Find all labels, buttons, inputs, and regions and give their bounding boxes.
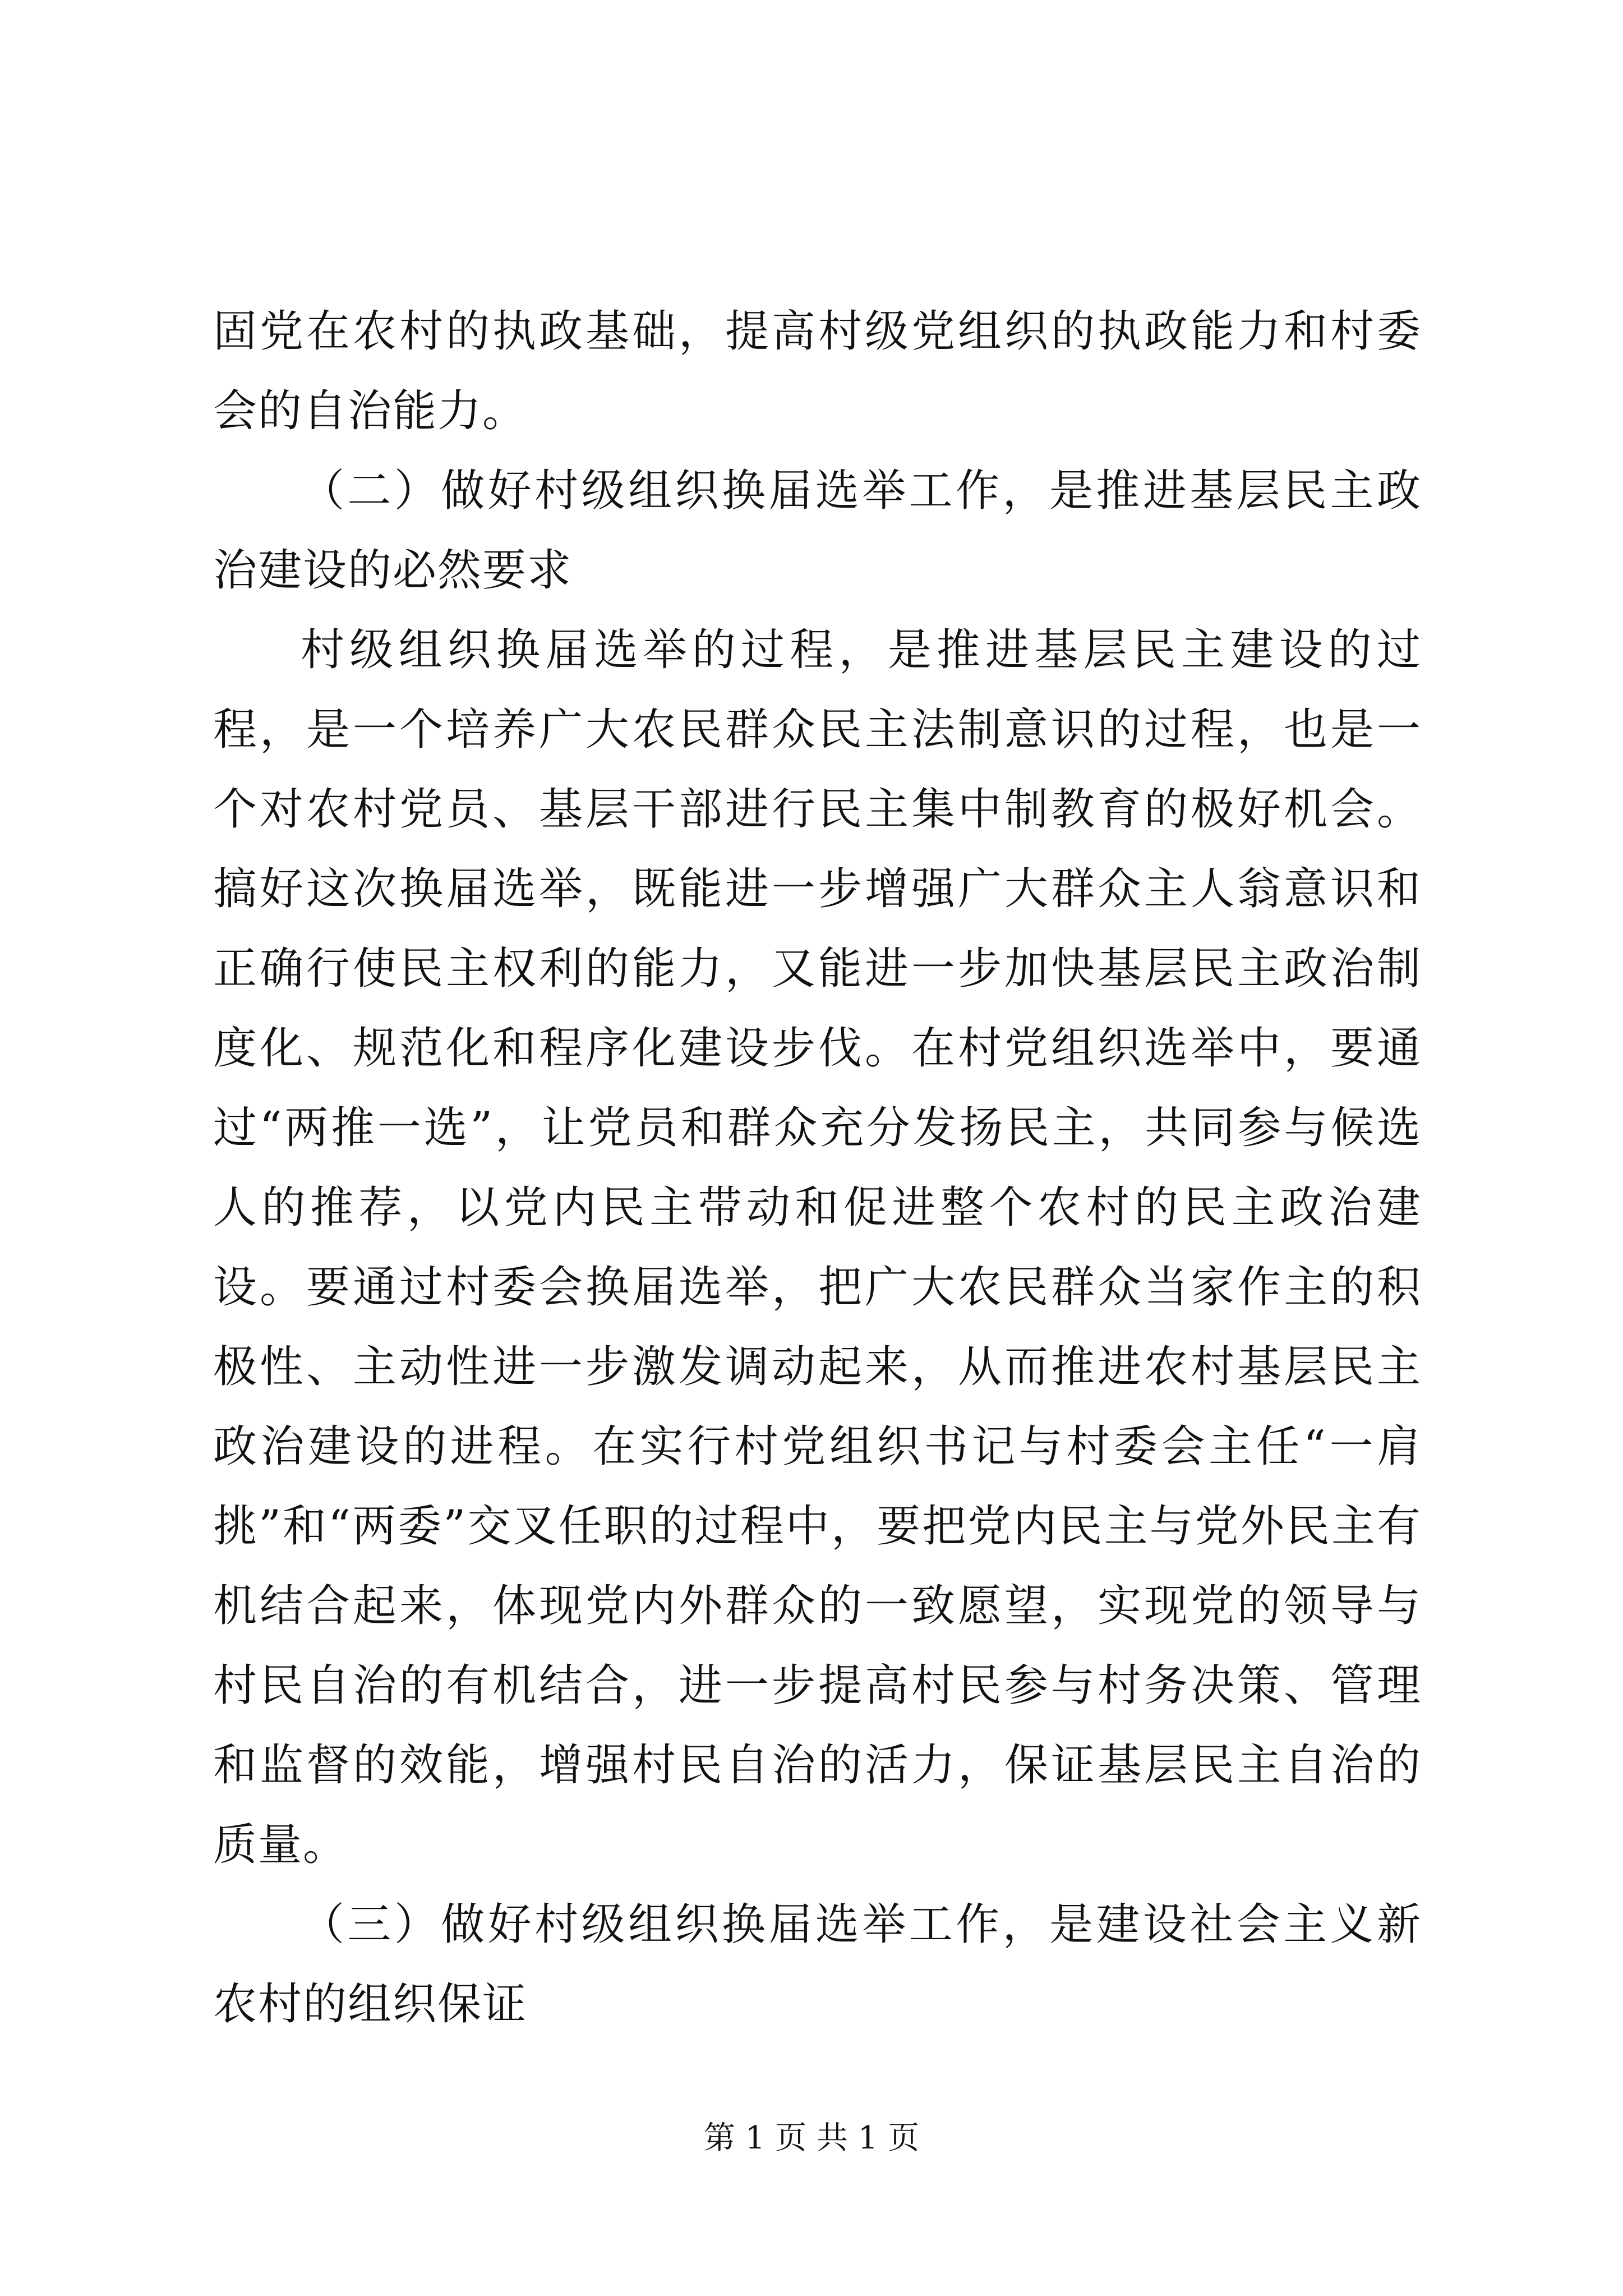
paragraph-body: 村级组织换届选举的过程，是推进基层民主建设的过程，是一个培养广大农民群众民主法制意识的过程，也是一个对农村党员、基层干部进行民主集中制教育的极好机会。搞好这次换届选举，既能进一步增强广大群众主人翁意识和正确行使民主权利的能力，又能进一步加快基层民主政治制度化、规范化和程序化建设步伐。在村党组织选举中，要通过“两推一选”，让党员和群众充分发扬民主，共同参与候选人的推荐，以党内民主带动和促进整个农村的民主政治建设。要通过村委会换届选举，把广大农民群众当家作主的积极性、主动性进一步激发调动起来，从而推进农村基层民主政治建设的进程。在实行村党组织书记与村委会主任“一肩挑”和“两委”交叉任职的过程中，要把党内民主与党外民主有机结合起来，体现党内外群众的一致愿望，实现党的领导与村民自治的有机结合，进一步提高村民参与村务决策、管理和监督的效能，增强村民自治的活力，保证基层民主自治的质量。 xyxy=(213,625,1422,1870)
section-heading-3: （三）做好村级组织换届选举工作，是建设社会主义新农村的组织保证 xyxy=(213,1899,1422,2030)
page-footer: 第 1 页 共 1 页 xyxy=(703,2120,920,2156)
paragraph-continuation: 固党在农村的执政基础，提高村级党组织的执政能力和村委会的自治能力。 xyxy=(213,306,1422,436)
section-heading-2: （二）做好村级组织换届选举工作，是推进基层民主政治建设的必然要求 xyxy=(213,466,1422,596)
document-body xyxy=(213,292,1422,2044)
